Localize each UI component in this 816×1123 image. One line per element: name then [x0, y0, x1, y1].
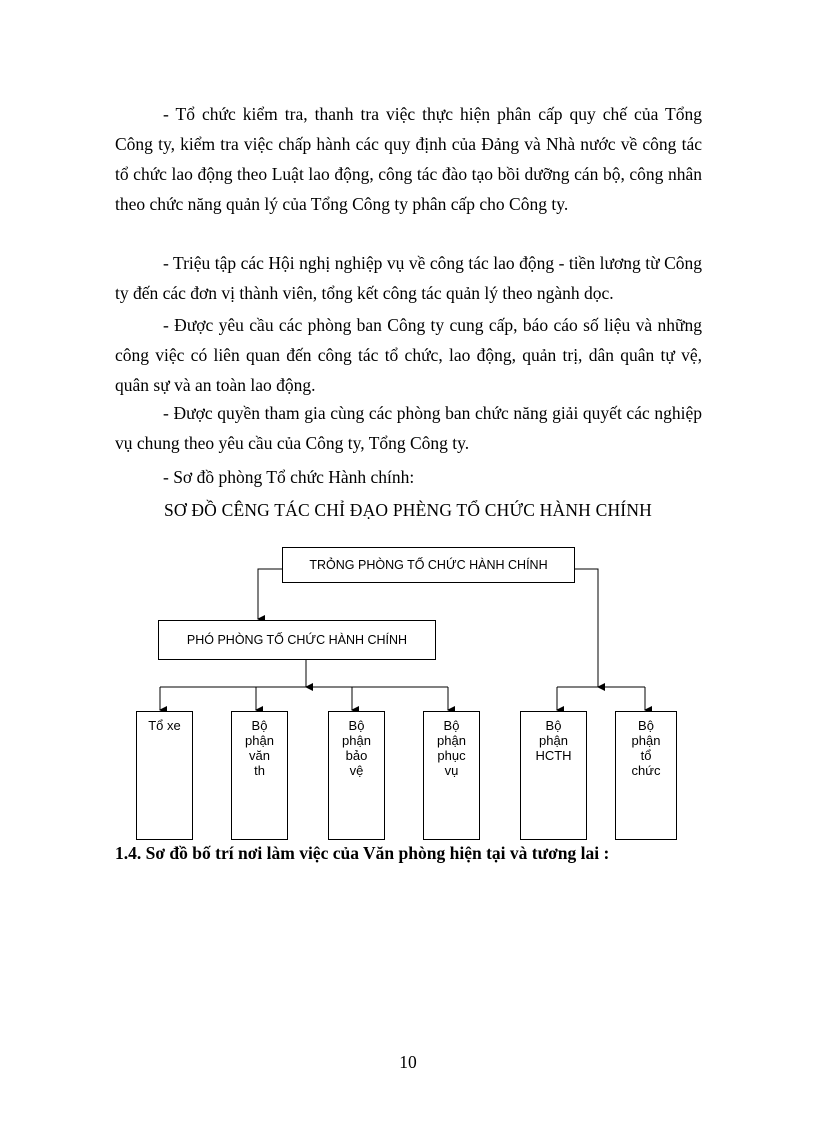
- org-unit-phuc-vu: Bộ phận phục vụ: [423, 711, 480, 840]
- org-deputy-box: PHÓ PHÒNG TỐ CHỨC HÀNH CHÍNH: [158, 620, 436, 660]
- org-unit-to-chuc: Bộ phận tổ chức: [615, 711, 677, 840]
- page-number: 10: [399, 1052, 417, 1072]
- org-unit-bao-ve: Bộ phận bảo vệ: [328, 711, 385, 840]
- org-unit-to-xe: Tổ xe: [136, 711, 193, 840]
- org-unit-van-thu: Bộ phận văn th: [231, 711, 288, 840]
- section-title: 1.4. Sơ đồ bố trí nơi làm việc của Văn phòng hiện tại và tương lai :: [115, 843, 610, 863]
- paragraph-reporting: - Được yêu cầu các phòng ban Công ty cung cấp, báo cáo số liệu và những công việc có liên quan đến công tác tổ chức, lao động, quản trị, dân quân tự vệ, quân sự và an toàn lao động.: [115, 315, 702, 395]
- org-head-box: TRỎNG PHÒNG TỐ CHỨC HÀNH CHÍNH: [282, 547, 575, 583]
- paragraph-chart-intro: - Sơ đồ phòng Tổ chức Hành chính:: [163, 467, 415, 487]
- paragraph-inspection: - Tổ chức kiểm tra, thanh tra việc thực hiện phân cấp quy chế của Tổng Công ty, kiểm tra việc chấp hành các quy định của Đảng và Nhà nước về công tác tổ chức lao động theo Luật lao động, công tác đào tạo bồi dưỡng cán bộ, công nhân theo chức năng quản lý của Tổng Công ty phân cấp cho Công ty.: [115, 104, 702, 214]
- connector-head-right: [575, 569, 598, 687]
- org-chart-title: SƠ ĐỒ CÊNG TÁC CHỈ ĐẠO PHÈNG TỔ CHỨC HÀNH CHÍNH: [163, 500, 653, 520]
- paragraph-participation: - Được quyền tham gia cùng các phòng ban chức năng giải quyết các nghiệp vụ chung theo yêu cầu của Công ty, Tổng Công ty.: [115, 403, 702, 453]
- connector-head-deputy: [258, 569, 282, 619]
- paragraph-conference: - Triệu tập các Hội nghị nghiệp vụ về công tác lao động - tiền lương từ Công ty đến các đơn vị thành viên, tổng kết công tác quản lý theo ngành dọc.: [115, 253, 702, 303]
- org-unit-hcth: Bộ phận HCTH: [520, 711, 587, 840]
